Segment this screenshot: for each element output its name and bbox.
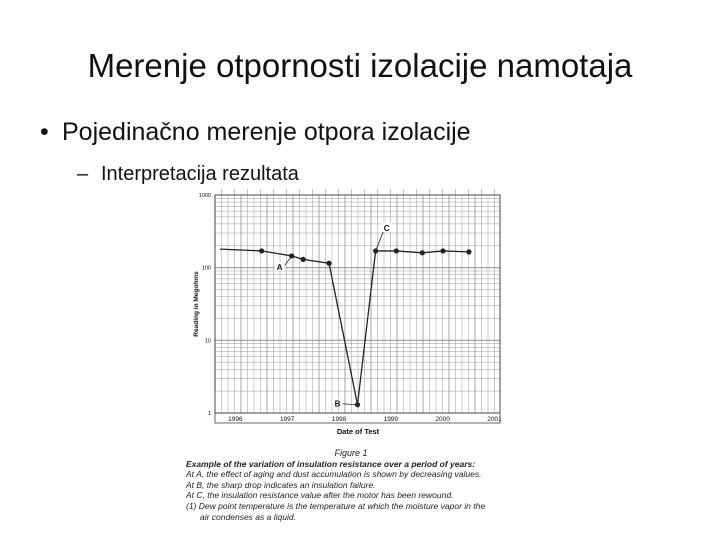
x-tick-label: 2000 [435,416,450,423]
data-point [326,261,331,266]
x-tick-label: 1997 [279,416,295,423]
figure-caption [186,448,516,522]
plot-frame [215,195,500,413]
insulation-resistance-chart [180,185,520,447]
sub-bullet-text: Interpretacija rezultata [101,163,299,185]
sub-bullet-item [77,160,299,188]
x-tick-label: 1999 [383,416,399,423]
data-point [289,253,294,258]
y-axis-title: Reading in Megohms [193,271,200,337]
y-tick-label: 1000 [198,193,211,199]
annotation-arrow [284,256,292,267]
x-tick-label: 2001 [487,416,502,423]
annotation-label: A [276,262,283,272]
sub-bullet-marker: – [77,163,89,185]
caption-heading: Example of the variation of insulation resistance over a period of years: [186,458,476,469]
x-tick-label: 1998 [331,416,347,423]
x-tick-label: 1996 [228,416,243,423]
annotation-label: C [383,223,390,233]
chart-series [220,248,471,407]
data-point [259,248,264,253]
data-point [466,249,471,254]
caption-line: air condenses as a liquid. [200,511,296,522]
caption-line: At A, the effect of aging and dust accumulation is shown by decreasing values. [186,469,482,480]
x-axis-band [215,413,500,423]
figure-label: Figure 1 [334,448,368,458]
y-tick-label: 10 [204,338,211,345]
series-line [220,249,469,405]
data-point [373,248,378,253]
caption-line: (1) Dew point temperature is the temperature at which the moisture vapor in the [186,500,486,511]
bullet-text: Pojedinačno merenje otpora izolacije [62,118,471,146]
data-point [300,257,305,262]
caption-line: At C, the insulation resistance value after the motor has been rewound. [186,490,454,501]
y-tick-label: 100 [201,265,211,272]
y-tick-label: 1 [207,411,211,417]
data-point [394,248,399,253]
caption-line: At B, the sharp drop indicates an insulation failure. [186,479,376,490]
annotation-label: B [334,399,341,409]
slide-title: Merenje otpornosti izolacije namotaja [87,47,633,84]
bullet-item [40,115,471,149]
data-point [420,250,425,255]
bullet-marker: • [40,118,49,146]
x-axis-title: Date of Test [336,427,380,436]
data-point [440,248,445,253]
chart-grid [215,189,500,413]
